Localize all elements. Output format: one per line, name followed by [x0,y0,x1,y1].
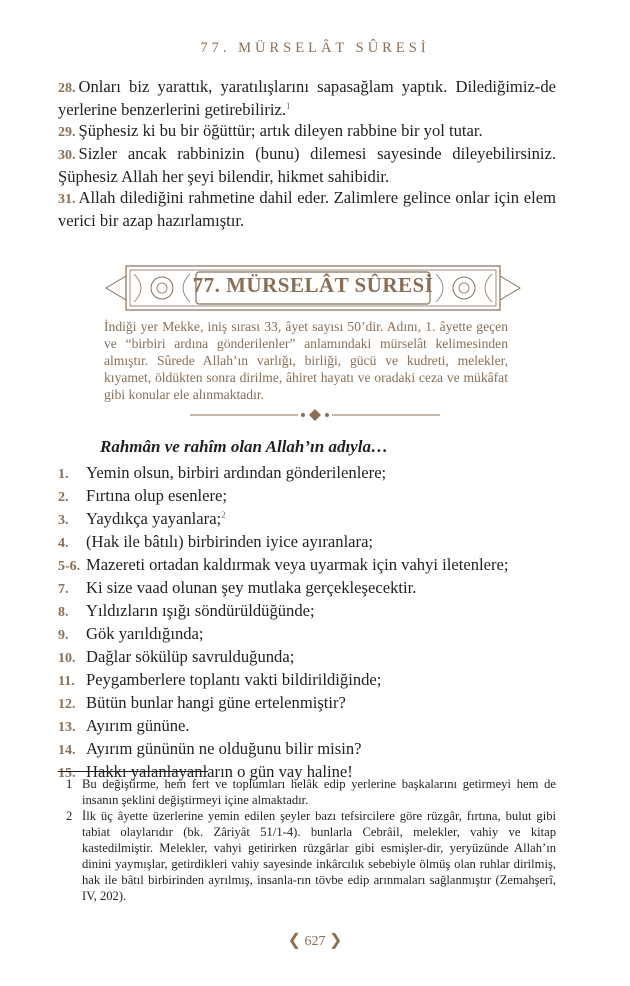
verse-number: 4. [58,536,69,551]
footnotes [58,776,556,904]
verse-number: 3. [58,513,69,528]
verse-31 [58,187,556,231]
verse-text: (Hak ile bâtılı) birbirinden iyice ayıranlara; [86,532,374,551]
verse-text: Ki size vaad olunan şey mutlaka gerçekleşecektir. [86,578,417,597]
verse-text: Mazereti ortadan kaldırmak veya uyarmak için vahyi iletenlere; [86,555,509,574]
verse-number: 31. [58,192,76,207]
verse-text: Dağlar sökülüp savrulduğunda; [86,647,295,666]
verse-5-6 [58,554,556,577]
footnote-number: 2 [66,809,73,823]
verse-text: Peygamberlere toplantı vakti bildirildiğinde; [86,670,382,689]
verse-text: Bütün bunlar hangi güne ertelenmiştir? [86,693,346,712]
prev-verses [58,76,556,231]
verse-number: 12. [58,697,76,712]
verse-text: Gök yarıldığında; [86,624,204,643]
verse-number: 14. [58,743,76,758]
running-head: 77. MÜRSELÂT SÛRESİ [200,40,430,56]
verse-text: Şüphesiz ki bu bir öğüttür; artık dileyen rabbine bir yol tutar. [78,121,483,140]
verse-text: Sizler ancak rabbinizin (bunu) dilemesi sayesinde dileyebilirsiniz. Şüphesiz Allah her şeyi bilendir, hikmet sahibidir. [58,144,556,186]
verse-2 [58,485,556,508]
verse-28 [58,76,556,120]
verse-text: Ayırım gününün ne olduğunu bilir misin? [86,739,362,758]
folio-right-ornament-icon: ❯ [329,932,343,949]
surah-title: 77. MÜRSELÂT SÛRESİ [192,273,434,297]
verse-7 [58,577,556,600]
verse-number: 9. [58,628,69,643]
verse-13 [58,715,556,738]
verse-list [58,462,556,784]
footnote-ref[interactable]: 2 [221,510,226,520]
verse-text: Allah dilediğini rahmetine dahil eder. Zalimlere gelince onlar için elem verici bir azap hazırlamıştır. [58,188,556,230]
verse-3 [58,508,556,531]
verse-number: 28. [58,81,76,96]
verse-text: Yemin olsun, birbiri ardından gönderilenlere; [86,463,387,482]
folio-left-ornament-icon: ❮ [287,932,301,949]
verse-number: 7. [58,582,69,597]
verse-11 [58,669,556,692]
verse-text: Onları biz yarattık, yaratılışlarını sapasağlam yaptık. Dilediğimiz-de yerlerine benzerlerini getirebiliriz. [58,77,556,119]
verse-number: 30. [58,148,76,163]
basmala: Rahmân ve rahîm olan Allah’ın adıyla… [100,437,388,456]
verse-4 [58,531,556,554]
footnote-ref[interactable]: 1 [286,101,291,111]
verse-text: Ayırım gününe. [86,716,190,735]
verse-number: 8. [58,605,69,620]
footnote-text: İlk üç âyette üzerlerine yemin edilen şeyler bazı tefsircilere göre rüzgâr, fırtına, bulut gibi tabiat olaylarıdır (bk. Zâriyât 51/1-4). bunlarla Cebrâil, melekler, vahiy ve kitap kastedilmiştir. Melekler, vahyi getirirken rüzgârlar gibi esmişler-dir, yeryüzünde Allah’ın dinini yaymışlar, getirdikleri vahiy sayesinde inkârcılık sebebiyle ölmüş olan ruhlar dirilmiş, hak ile bâtıl birbirinden ayrılmış, insanla-rın tövbe edip arınmaları sağlanmıştır (Zemahşerî, IV, 202). [82,809,556,903]
verse-1 [58,462,556,485]
verse-30 [58,143,556,187]
verse-number: 2. [58,490,69,505]
verse-8 [58,600,556,623]
verse-29 [58,120,556,143]
verse-number: 13. [58,720,76,735]
verse-number: 1. [58,467,69,482]
verse-9 [58,623,556,646]
verse-number: 15. [58,766,76,781]
footnote-rule [58,771,208,772]
verse-number: 29. [58,125,76,140]
verse-10 [58,646,556,669]
footnote-text: Bu değiştirme, hem fert ve toplumları helâk edip yerlerine başkalarını getirmeyi hem de insanın şeklini değiştirmeyi içine almaktadır. [82,777,556,807]
verse-text: Hakkı yalanlayanların o gün vay haline! [86,762,353,781]
surah-intro: İndiği yer Mekke, iniş sırası 33, âyet sayısı 50’dir. Adını, 1. âyette geçen ve “birbiri ardına gönderilenler” anlamındaki mürselât kelimesinden almıştır. Sûrede Allah’ın varlığı, birliği, gücü ve kudreti, melekler, kıyamet, öldükten sonra dirilme, âhiret hayatı ve oradaki ceza ve mükâfat gibi konular ele alınmaktadır. [104,319,508,402]
verse-number: 10. [58,651,76,666]
divider-ornament-icon [190,408,440,422]
verse-14 [58,738,556,761]
verse-number: 11. [58,674,75,689]
verse-text: Fırtına olup esenlere; [86,486,228,505]
footnote-number: 1 [66,777,73,791]
verse-text: Yıldızların ışığı söndürüldüğünde; [86,601,315,620]
verse-12 [58,692,556,715]
page-number-value: 627 [304,934,326,949]
page-number [0,930,630,950]
footnote-2 [58,808,556,904]
verse-text: Yaydıkça yayanlara; [86,509,222,528]
verse-number: 5-6. [58,559,81,574]
footnote-1 [58,776,556,808]
